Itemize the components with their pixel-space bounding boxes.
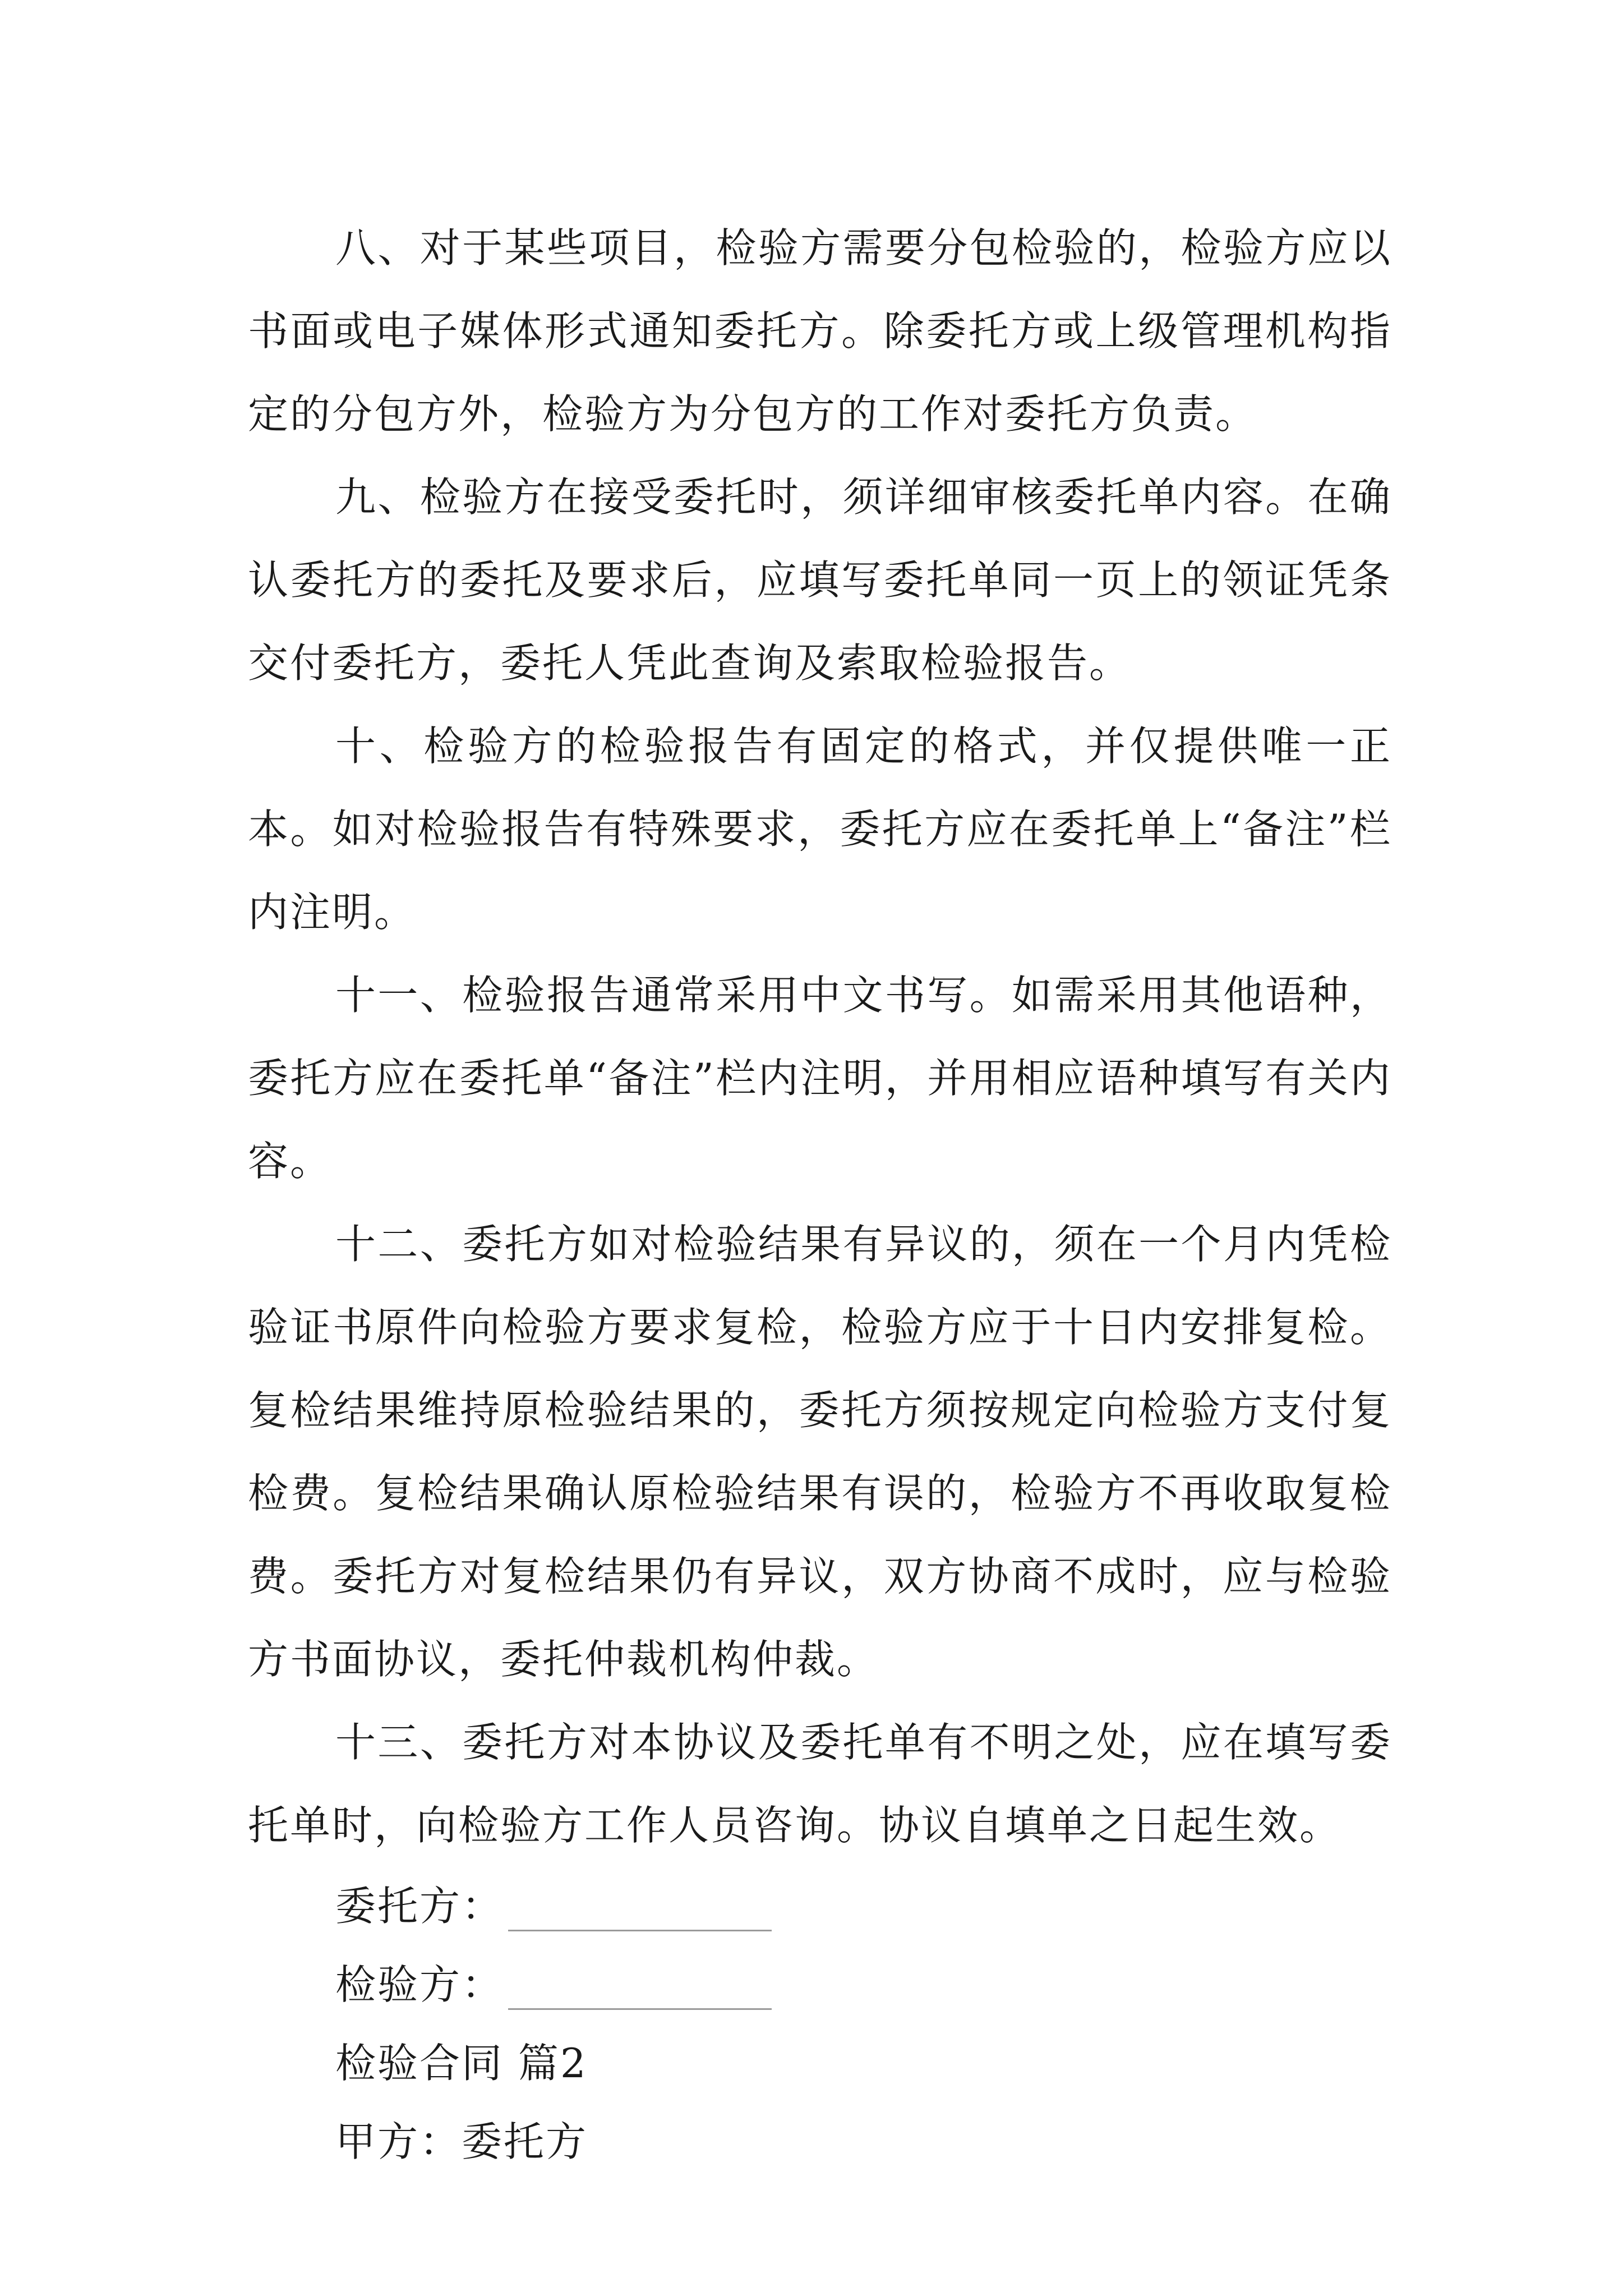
clause-8: 八、对于某些项目，检验方需要分包检验的，检验方应以书面或电子媒体形式通知委托方。除委托方或上级管理机构指定的分包方外，检验方为分包方的工作对委托方负责。 [248, 224, 1392, 438]
clause-10: 十、检验方的检验报告有固定的格式，并仅提供唯一正本。如对检验报告有特殊要求，委托方应在委托单上“备注”栏内注明。 [248, 723, 1392, 936]
clause-9: 九、检验方在接受委托时，须详细审核委托单内容。在确认委托方的委托及要求后，应填写委托单同一页上的领证凭条交付委托方，委托人凭此查询及索取检验报告。 [248, 473, 1392, 687]
inspector-signature-line [248, 1945, 1392, 2024]
clause-13: 十三、委托方对本协议及委托单有不明之处，应在填写委托单时，向检验方工作人员咨询。协议自填单之日起生效。 [248, 1719, 1392, 1849]
inspector-signature-label: 检验方： [335, 1961, 504, 2008]
client-signature-line [248, 1867, 1392, 1945]
client-signature-label: 委托方： [335, 1883, 504, 1930]
party-a-line: 甲方：委托方 [335, 2118, 588, 2165]
clause-11: 十一、检验报告通常采用中文书写。如需采用其他语种，委托方应在委托单“备注”栏内注明，并用相应语种填写有关内容。 [248, 972, 1392, 1185]
inspector-signature-blank [508, 2006, 772, 2010]
clause-12: 十二、委托方如对检验结果有异议的，须在一个月内凭检验证书原件向检验方要求复检，检验方应于十日内安排复检。复检结果维持原检验结果的，委托方须按规定向检验方支付复检费。复检结果确认原检验结果有误的，检验方不再收取复检费。委托方对复检结果仍有异议，双方协商不成时，应与检验方书面协议，委托仲裁机构仲裁。 [248, 1221, 1392, 1683]
document-body [248, 206, 1392, 2181]
section-title: 检验合同 篇2 [335, 2040, 588, 2087]
client-signature-blank [508, 1927, 772, 1931]
